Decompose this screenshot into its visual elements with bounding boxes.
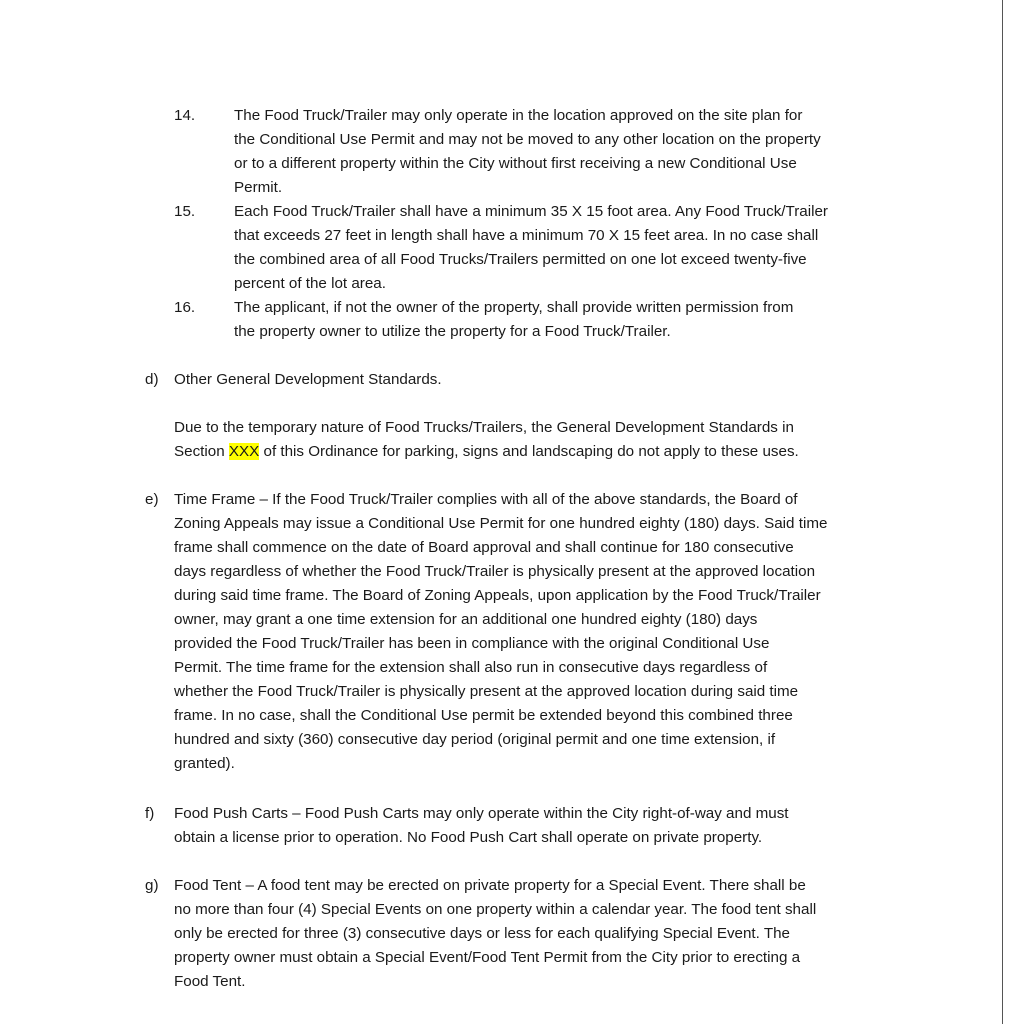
- paragraph-line: Food Tent.: [174, 973, 246, 990]
- page-edge-divider: [1002, 0, 1003, 1024]
- paragraph-line: Permit. The time frame for the extension shall also run in consecutive days regardless of: [174, 659, 768, 676]
- item-line: The applicant, if not the owner of the property, shall provide written permission from: [234, 299, 794, 316]
- paragraph-line: days regardless of whether the Food Truck/Trailer is physically present at the approved location: [174, 563, 816, 580]
- item-line: or to a different property within the City without first receiving a new Conditional Use: [234, 155, 797, 172]
- section-e-letter: e): [145, 491, 159, 508]
- item-number: 15.: [174, 203, 196, 220]
- text-run: of this Ordinance for parking, signs and landscaping do not apply to these uses.: [259, 443, 799, 460]
- paragraph-line: frame shall commence on the date of Board approval and shall continue for 180 consecutive: [174, 539, 794, 556]
- paragraph-line: during said time frame. The Board of Zoning Appeals, upon application by the Food Truck/Trailer: [174, 587, 821, 604]
- item-line: the combined area of all Food Trucks/Trailers permitted on one lot exceed twenty-five: [234, 251, 807, 268]
- paragraph-line: hundred and sixty (360) consecutive day period (original permit and one time extension, if: [174, 731, 776, 748]
- paragraph-line: only be erected for three (3) consecutive days or less for each qualifying Special Event. The: [174, 925, 790, 942]
- paragraph-line: granted).: [174, 755, 235, 772]
- section-d-paragraph: [174, 416, 799, 464]
- section-g-letter: g): [145, 877, 159, 894]
- paragraph-line: owner, may grant a one time extension for an additional one hundred eighty (180) days: [174, 611, 758, 628]
- section-f-paragraph: [174, 802, 789, 850]
- item-line: the Conditional Use Permit and may not be moved to any other location on the property: [234, 131, 821, 148]
- paragraph-line: Food Push Carts – Food Push Carts may only operate within the City right-of-way and must: [174, 805, 789, 822]
- paragraph-line: provided the Food Truck/Trailer has been in compliance with the original Conditional Use: [174, 635, 770, 652]
- item-line: percent of the lot area.: [234, 275, 386, 292]
- item-line: Each Food Truck/Trailer shall have a minimum 35 X 15 foot area. Any Food Truck/Trailer: [234, 203, 828, 220]
- paragraph-line: obtain a license prior to operation. No Food Push Cart shall operate on private property.: [174, 829, 763, 846]
- item-body: [234, 200, 828, 296]
- section-e-paragraph: [174, 488, 827, 776]
- paragraph-line: Due to the temporary nature of Food Trucks/Trailers, the General Development Standards in: [174, 419, 794, 436]
- item-line: The Food Truck/Trailer may only operate in the location approved on the site plan for: [234, 107, 803, 124]
- highlighted-placeholder: XXX: [228, 443, 260, 460]
- item-line: that exceeds 27 feet in length shall have a minimum 70 X 15 feet area. In no case shall: [234, 227, 819, 244]
- item-number: 16.: [174, 299, 196, 316]
- item-line: Permit.: [234, 179, 283, 196]
- section-d-letter: d): [145, 371, 159, 388]
- section-f-letter: f): [145, 805, 155, 822]
- paragraph-line: whether the Food Truck/Trailer is physically present at the approved location during said time: [174, 683, 799, 700]
- item-number: 14.: [174, 107, 196, 124]
- paragraph-line: property owner must obtain a Special Event/Food Tent Permit from the City prior to erecting a: [174, 949, 801, 966]
- paragraph-line: Food Tent – A food tent may be erected on private property for a Special Event. There shall be: [174, 877, 806, 894]
- section-g-paragraph: [174, 874, 816, 994]
- item-body: [234, 104, 821, 200]
- item-body: [234, 296, 793, 344]
- text-run: Section: [174, 443, 229, 460]
- paragraph-line: frame. In no case, shall the Conditional Use permit be extended beyond this combined three: [174, 707, 793, 724]
- paragraph-line: no more than four (4) Special Events on one property within a calendar year. The food tent shall: [174, 901, 817, 918]
- item-line: the property owner to utilize the property for a Food Truck/Trailer.: [234, 323, 671, 340]
- section-d-heading: Other General Development Standards.: [174, 371, 442, 388]
- paragraph-line: Zoning Appeals may issue a Conditional Use Permit for one hundred eighty (180) days. Said time: [174, 515, 828, 532]
- paragraph-line: Time Frame – If the Food Truck/Trailer complies with all of the above standards, the Board of: [174, 491, 798, 508]
- paragraph-line: [174, 440, 799, 464]
